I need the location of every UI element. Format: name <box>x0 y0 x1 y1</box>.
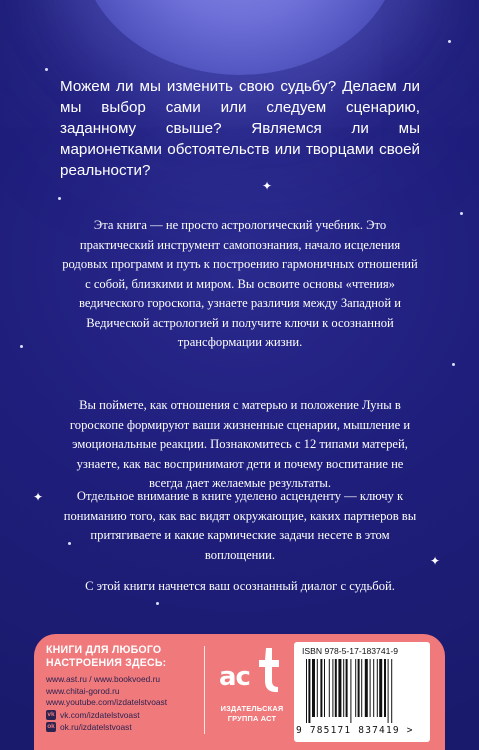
store-link[interactable]: www.ast.ru / www.bookvoed.ru <box>46 674 161 684</box>
ok-link-text: ok.ru/izdatelstvoast <box>60 721 132 732</box>
description-paragraph-1: Эта книга — не просто астрологический учебник. Это практический инструмент самопознания, начало исцеления родовых программ и путь к построению гармоничных отношений с собой, близкими и миром. Вы освоите основы «чтения» ведического гороскопа, узнаете различия между Западной и Ведической астрологией и получите ключи к осознанной трансформации жизни. <box>62 218 418 349</box>
ast-logo-word: ас <box>219 662 250 692</box>
store-link[interactable]: www.chitai-gorod.ru <box>46 685 120 696</box>
star-dot <box>58 197 61 200</box>
barcode-bar <box>312 659 315 717</box>
star-dot <box>156 602 159 605</box>
store-links-block <box>46 644 221 733</box>
description-paragraph-3: Отдельное внимание в книге уделено асценденту — ключу к пониманию того, как вас видят окружающие, каких партнеров вы притягиваете и какие кармические задачи несете в этом воплощении. <box>63 489 417 562</box>
barcode-bar <box>350 659 351 723</box>
sparkle-star-icon: ✦ <box>262 179 273 193</box>
barcode-bar <box>379 659 382 717</box>
description-paragraph-2: Вы поймете, как отношения с матерью и положение Луны в гороскопе формируют ваши жизненные сценарии, мышление и эмоциональные реакции. Познакомитесь с 12 типами матерей, узнаете, как вас воспринимают дети и почему воспитание не всегда дает желаемые результаты. <box>69 398 411 490</box>
barcode-bar <box>317 659 318 717</box>
star-dot <box>460 212 463 215</box>
barcode-bar <box>335 659 337 717</box>
barcode-bar <box>358 659 360 717</box>
star-dot <box>448 40 451 43</box>
barcode-bar <box>355 659 356 717</box>
barcode-image <box>306 659 424 723</box>
ok-link[interactable] <box>46 721 221 733</box>
footer-divider <box>204 646 205 734</box>
barcode-bar <box>306 659 307 723</box>
vk-link[interactable] <box>46 709 221 721</box>
barcode-bar <box>361 659 362 717</box>
vk-link-text: vk.com/izdatelstvoast <box>60 709 140 720</box>
ast-logo-figure-icon <box>255 646 281 694</box>
barcode-bar <box>320 659 322 717</box>
barcode-bar <box>388 659 389 723</box>
barcode-bar <box>338 659 341 717</box>
star-dot <box>20 345 23 348</box>
barcode-bar <box>365 659 368 717</box>
store-links-heading: КНИГИ ДЛЯ ЛЮБОГО НАСТРОЕНИЯ ЗДЕСЬ: <box>46 644 167 669</box>
barcode-bar <box>370 659 371 717</box>
barcode-bar <box>308 659 310 723</box>
star-dot <box>452 363 455 366</box>
barcode-bar <box>384 659 386 717</box>
barcode-bar <box>329 659 330 717</box>
vk-icon: vk <box>47 710 55 718</box>
intro-question-text: Можем ли мы изменить свою судьбу? Делаем ли мы выбор сами или следуем сценарию, заданному свыше? Являемся ли мы марионетками обстоятельств или творцами своей реальности? <box>60 78 420 179</box>
barcode-bar <box>391 659 392 723</box>
barcode-bar <box>373 659 374 717</box>
sparkle-star-icon: ✦ <box>430 554 441 568</box>
closing-line: С этой книги начнется ваш осознанный диалог с судьбой. <box>85 579 395 593</box>
barcode-panel <box>294 642 430 742</box>
barcode-bar <box>332 659 333 717</box>
sparkle-star-icon: ✦ <box>33 490 44 504</box>
barcode-bar <box>346 659 348 717</box>
ok-icon: ok <box>47 722 55 730</box>
isbn-number: ISBN 978-5-17-183741-9 <box>302 646 399 656</box>
barcode-digits: 9 785171 837419 > <box>296 725 414 736</box>
publisher-footer <box>34 634 445 750</box>
barcode-bar <box>343 659 344 717</box>
star-dot <box>45 68 48 71</box>
barcode-bar <box>377 659 378 717</box>
ast-logo <box>217 642 287 742</box>
youtube-link[interactable]: www.youtube.com/izdatelstvoast <box>46 697 168 707</box>
barcode-bar <box>324 659 325 717</box>
publisher-caption: ИЗДАТЕЛЬСКАЯ ГРУППА АСТ <box>220 704 284 723</box>
